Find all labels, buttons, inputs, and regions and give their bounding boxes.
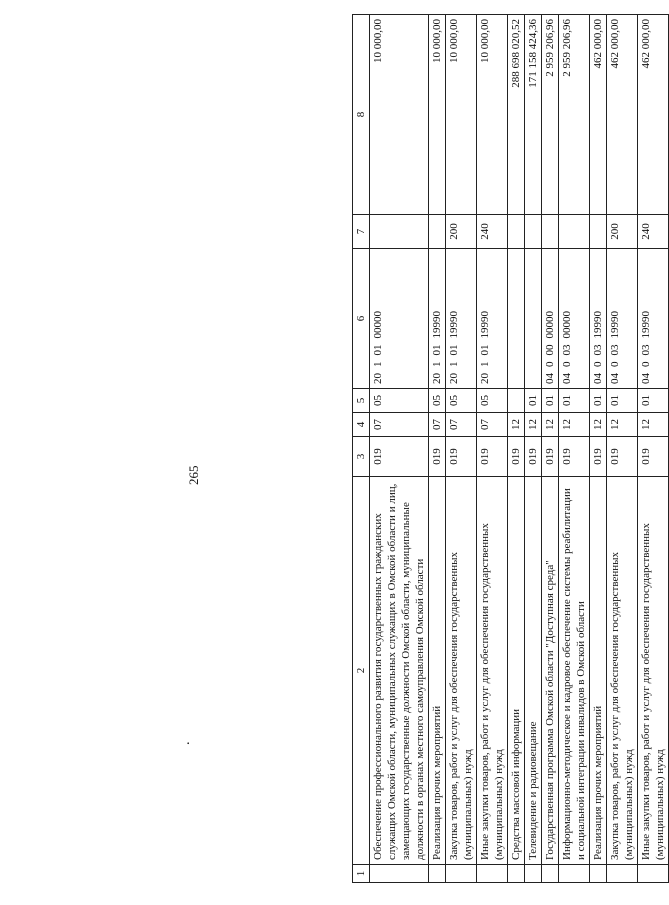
event-code: 03 (561, 344, 573, 356)
target-article-cell (590, 249, 607, 389)
subprogram-code: 1 (479, 361, 491, 367)
item-name-cell: Информационно-методическое и кадровое обеспечение системы реабилитации и социальной интеграции инвалидов в Омской области (559, 477, 590, 865)
amount-cell: 2 959 206,96 (559, 15, 590, 215)
header-row (353, 15, 370, 883)
table-row (508, 15, 525, 883)
target-article-cell (559, 249, 590, 389)
subprogram-code: 0 (609, 361, 621, 367)
ministry-code-cell: 019 (638, 437, 669, 477)
target-article-cell (370, 249, 429, 389)
stray-mark: . (178, 741, 193, 745)
row-number-cell (370, 865, 429, 883)
subprogram-code: 1 (448, 361, 460, 367)
event-code: 01 (372, 344, 384, 356)
subsection-code-cell: 01 (638, 389, 669, 413)
target-article-cell (542, 249, 559, 389)
direction-code: 19990 (640, 311, 652, 339)
expense-type-cell (559, 215, 590, 249)
table-row (542, 15, 559, 883)
item-name-cell: Иные закупки товаров, работ и услуг для обеспечения государственных (муниципальных) нужд (638, 477, 669, 865)
table-row (607, 15, 638, 883)
ministry-code-cell: 019 (477, 437, 508, 477)
event-code: 01 (448, 344, 460, 356)
subsection-code-cell: 01 (590, 389, 607, 413)
target-article-cell (638, 249, 669, 389)
table-row (429, 15, 446, 883)
table-row (477, 15, 508, 883)
target-article-cell (508, 249, 525, 389)
expense-type-cell (508, 215, 525, 249)
amount-cell: 288 698 020,52 (508, 15, 525, 215)
direction-code: 00000 (372, 311, 384, 339)
expense-type-cell: 240 (477, 215, 508, 249)
subprogram-code: 0 (544, 361, 556, 367)
item-name-cell: Государственная программа Омской области "Доступная среда" (542, 477, 559, 865)
section-code-cell: 07 (429, 413, 446, 437)
section-code-cell: 07 (370, 413, 429, 437)
row-number-cell (542, 865, 559, 883)
program-code: 04 (640, 373, 652, 384)
amount-cell: 462 000,00 (638, 15, 669, 215)
column-header: 7 (353, 215, 370, 249)
row-number-cell (638, 865, 669, 883)
subsection-code-cell: 01 (559, 389, 590, 413)
program-code: 20 (372, 373, 384, 384)
direction-code: 19990 (609, 311, 621, 339)
table-row (638, 15, 669, 883)
section-code-cell: 12 (559, 413, 590, 437)
program-code: 04 (561, 373, 573, 384)
program-code: 04 (592, 373, 604, 384)
table-row (559, 15, 590, 883)
program-code: 04 (609, 373, 621, 384)
row-number-cell (477, 865, 508, 883)
program-code: 20 (479, 373, 491, 384)
event-code: 00 (544, 344, 556, 356)
section-code-cell: 12 (508, 413, 525, 437)
expense-type-cell (525, 215, 542, 249)
row-number-cell (559, 865, 590, 883)
direction-code: 19990 (479, 311, 491, 339)
page-number: 265 (186, 465, 201, 485)
table-row (590, 15, 607, 883)
subsection-code-cell: 05 (429, 389, 446, 413)
amount-cell: 2 959 206,96 (542, 15, 559, 215)
subprogram-code: 1 (431, 361, 443, 367)
column-header: 1 (353, 865, 370, 883)
row-number-cell (590, 865, 607, 883)
expense-type-cell (590, 215, 607, 249)
row-number-cell (525, 865, 542, 883)
event-code: 03 (609, 344, 621, 356)
ministry-code-cell: 019 (446, 437, 477, 477)
table-row (370, 15, 429, 883)
expense-type-cell (429, 215, 446, 249)
program-code: 20 (448, 373, 460, 384)
event-code: 01 (479, 344, 491, 356)
row-number-cell (508, 865, 525, 883)
direction-code: 19990 (431, 311, 443, 339)
event-code: 01 (431, 344, 443, 356)
section-code-cell: 12 (590, 413, 607, 437)
ministry-code-cell: 019 (525, 437, 542, 477)
direction-code: 19990 (592, 311, 604, 339)
expense-type-cell (370, 215, 429, 249)
subsection-code-cell: 05 (446, 389, 477, 413)
expense-type-cell: 200 (446, 215, 477, 249)
subprogram-code: 0 (592, 361, 604, 367)
subsection-code-cell: 05 (477, 389, 508, 413)
target-article-cell (429, 249, 446, 389)
table-row (446, 15, 477, 883)
item-name-cell: Обеспечение профессионального развития государственных гражданских служащих Омской области, муниципальных служащих в Омской области и лиц, замещающих государственные должности Омской области, муниципальные должности в органах местного самоуправления Омской области (370, 477, 429, 865)
section-code-cell: 12 (638, 413, 669, 437)
event-code: 03 (640, 344, 652, 356)
expense-type-cell: 200 (607, 215, 638, 249)
item-name-cell: Средства массовой информации (508, 477, 525, 865)
target-article-cell (607, 249, 638, 389)
row-number-cell (607, 865, 638, 883)
subprogram-code: 1 (372, 361, 384, 367)
item-name-cell: Реализация прочих мероприятий (429, 477, 446, 865)
program-code: 20 (431, 373, 443, 384)
section-code-cell: 07 (446, 413, 477, 437)
section-code-cell: 12 (607, 413, 638, 437)
item-name-cell: Закупка товаров, работ и услуг для обеспечения государственных (муниципальных) нужд (446, 477, 477, 865)
ministry-code-cell: 019 (429, 437, 446, 477)
subprogram-code: 0 (640, 361, 652, 367)
item-name-cell: Телевидение и радиовещание (525, 477, 542, 865)
direction-code: 19990 (448, 311, 460, 339)
section-code-cell: 07 (477, 413, 508, 437)
item-name-cell: Закупка товаров, работ и услуг для обеспечения государственных (муниципальных) нужд (607, 477, 638, 865)
direction-code: 00000 (544, 311, 556, 339)
target-article-cell (477, 249, 508, 389)
item-name-cell: Реализация прочих мероприятий (590, 477, 607, 865)
ministry-code-cell: 019 (542, 437, 559, 477)
expense-type-cell: 240 (638, 215, 669, 249)
ministry-code-cell: 019 (590, 437, 607, 477)
subsection-code-cell: 01 (525, 389, 542, 413)
amount-cell: 10 000,00 (477, 15, 508, 215)
row-number-cell (446, 865, 477, 883)
event-code: 03 (592, 344, 604, 356)
column-header: 5 (353, 389, 370, 413)
ministry-code-cell: 019 (370, 437, 429, 477)
column-header: 3 (353, 437, 370, 477)
subsection-code-cell: 05 (370, 389, 429, 413)
subprogram-code: 0 (561, 361, 573, 367)
section-code-cell: 12 (542, 413, 559, 437)
row-number-cell (429, 865, 446, 883)
ministry-code-cell: 019 (607, 437, 638, 477)
subsection-code-cell: 01 (542, 389, 559, 413)
column-header: 2 (353, 477, 370, 865)
amount-cell: 462 000,00 (590, 15, 607, 215)
item-name-cell: Иные закупки товаров, работ и услуг для обеспечения государственных (муниципальных) нужд (477, 477, 508, 865)
target-article-cell (446, 249, 477, 389)
subsection-code-cell (508, 389, 525, 413)
column-header: 6 (353, 249, 370, 389)
program-code: 04 (544, 373, 556, 384)
amount-cell: 10 000,00 (370, 15, 429, 215)
direction-code: 00000 (561, 311, 573, 339)
subsection-code-cell: 01 (607, 389, 638, 413)
column-header: 8 (353, 15, 370, 215)
amount-cell: 10 000,00 (446, 15, 477, 215)
column-header: 4 (353, 413, 370, 437)
expense-type-cell (542, 215, 559, 249)
amount-cell: 10 000,00 (429, 15, 446, 215)
budget-table (352, 14, 669, 883)
ministry-code-cell: 019 (559, 437, 590, 477)
section-code-cell: 12 (525, 413, 542, 437)
amount-cell: 171 158 424,36 (525, 15, 542, 215)
table-row (525, 15, 542, 883)
ministry-code-cell: 019 (508, 437, 525, 477)
target-article-cell (525, 249, 542, 389)
amount-cell: 462 000,00 (607, 15, 638, 215)
